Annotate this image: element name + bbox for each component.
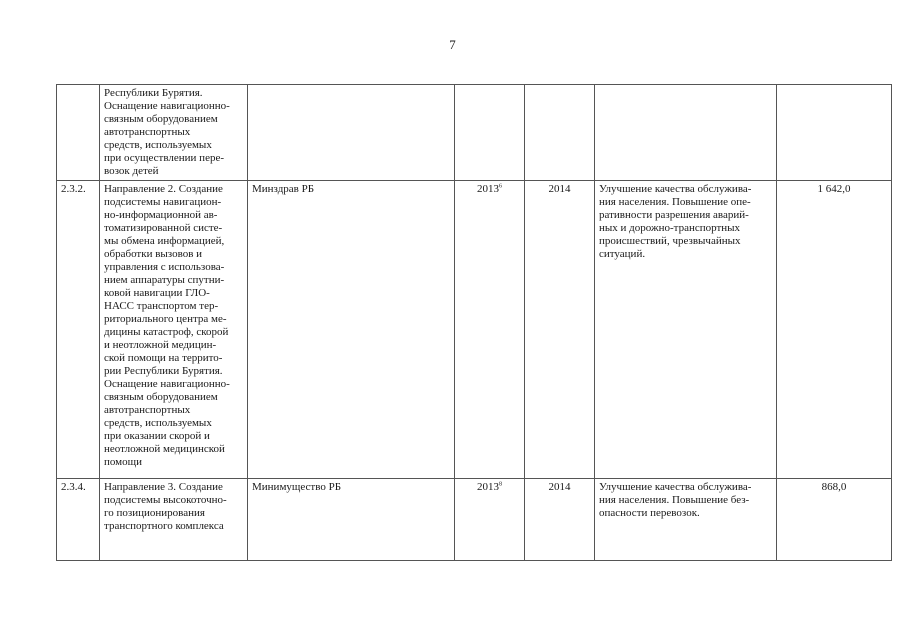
text-line: ситуаций. bbox=[599, 248, 646, 260]
text-line: ных и дорожно-транспортных bbox=[599, 222, 741, 234]
text-line: Улучшение качества обслужива- bbox=[599, 183, 752, 195]
start-year-cell bbox=[455, 85, 525, 181]
result-cell bbox=[595, 85, 777, 181]
amount-cell bbox=[777, 479, 892, 561]
text-line: автотранспортных bbox=[104, 126, 191, 138]
text-line: связным оборудованием bbox=[104, 391, 218, 403]
table-row bbox=[57, 479, 892, 561]
amount-cell bbox=[777, 85, 892, 181]
item-number-cell bbox=[57, 479, 100, 561]
cell-text: 2014 bbox=[548, 183, 571, 195]
text-line: транспортного комплекса bbox=[104, 520, 224, 532]
text-line: автотранспортных bbox=[104, 404, 191, 416]
description-cell bbox=[100, 85, 248, 181]
cell-text: 2013 bbox=[477, 183, 499, 195]
text-line: го позиционирования bbox=[104, 507, 205, 519]
text-line: подсистемы навигацион- bbox=[104, 196, 222, 208]
text-line: риториального центра ме- bbox=[104, 313, 227, 325]
end-year-cell bbox=[525, 181, 595, 479]
text-line: дицины катастроф, скорой bbox=[104, 326, 229, 338]
footnote-marker: 8 bbox=[499, 481, 502, 488]
program-table bbox=[56, 84, 892, 561]
page-number: 7 bbox=[449, 37, 456, 52]
footnote-marker: 6 bbox=[499, 183, 502, 190]
text-line: обработки вызовов и bbox=[104, 248, 203, 260]
table-row bbox=[57, 181, 892, 479]
text-line: ния населения. Повышение без- bbox=[599, 494, 750, 506]
responsible-cell bbox=[248, 479, 455, 561]
text-line: НАСС транспортом тер- bbox=[104, 300, 219, 312]
text-line: неотложной медицинской bbox=[104, 443, 225, 455]
item-number-cell bbox=[57, 85, 100, 181]
start-year-cell bbox=[455, 181, 525, 479]
text-line: Направление 3. Создание bbox=[104, 481, 223, 493]
cell-text: Минимущество РБ bbox=[252, 481, 342, 493]
text-line: Республики Бурятия. bbox=[104, 87, 203, 99]
cell-text: 2.3.2. bbox=[61, 183, 86, 195]
text-line: происшествий, чрезвычайных bbox=[599, 235, 741, 247]
responsible-cell bbox=[248, 85, 455, 181]
cell-text: Минздрав РБ bbox=[252, 183, 315, 195]
text-line: рии Республики Бурятия. bbox=[104, 365, 223, 377]
description-cell bbox=[100, 479, 248, 561]
result-cell bbox=[595, 479, 777, 561]
text-line: Оснащение навигационно- bbox=[104, 378, 230, 390]
table-row bbox=[57, 85, 892, 181]
text-line: ковой навигации ГЛО- bbox=[104, 287, 210, 299]
text-line: но-информационной ав- bbox=[104, 209, 218, 221]
text-line: подсистемы высокоточно- bbox=[104, 494, 227, 506]
text-line: связным оборудованием bbox=[104, 113, 218, 125]
amount-cell bbox=[777, 181, 892, 479]
table-body bbox=[57, 85, 892, 561]
result-cell bbox=[595, 181, 777, 479]
description-cell bbox=[100, 181, 248, 479]
text-line: мы обмена информацией, bbox=[104, 235, 225, 247]
text-line: ской помощи на террито- bbox=[104, 352, 223, 364]
text-line: возок детей bbox=[104, 165, 159, 177]
text-line: ния населения. Повышение опе- bbox=[599, 196, 751, 208]
end-year-cell bbox=[525, 85, 595, 181]
text-line: томатизированной систе- bbox=[104, 222, 223, 234]
cell-text: 2013 bbox=[477, 481, 499, 493]
cell-text: 2.3.4. bbox=[61, 481, 86, 493]
text-line: Оснащение навигационно- bbox=[104, 100, 230, 112]
end-year-cell bbox=[525, 479, 595, 561]
text-line: Направление 2. Создание bbox=[104, 183, 223, 195]
item-number-cell bbox=[57, 181, 100, 479]
text-line: и неотложной медицин- bbox=[104, 339, 217, 351]
text-line: нием аппаратуры спутни- bbox=[104, 274, 225, 286]
text-line: при осуществлении пере- bbox=[104, 152, 224, 164]
cell-text: 868,0 bbox=[821, 481, 847, 493]
text-line: средств, используемых bbox=[104, 417, 212, 429]
responsible-cell bbox=[248, 181, 455, 479]
text-line: средств, используемых bbox=[104, 139, 212, 151]
cell-text: 1 642,0 bbox=[817, 183, 851, 195]
text-line: опасности перевозок. bbox=[599, 507, 700, 519]
text-line: при оказании скорой и bbox=[104, 430, 210, 442]
text-line: Улучшение качества обслужива- bbox=[599, 481, 752, 493]
text-line: помощи bbox=[104, 456, 142, 468]
text-line: ративности разрешения аварий- bbox=[599, 209, 749, 221]
cell-text: 2014 bbox=[548, 481, 571, 493]
text-line: управления с использова- bbox=[104, 261, 225, 273]
start-year-cell bbox=[455, 479, 525, 561]
